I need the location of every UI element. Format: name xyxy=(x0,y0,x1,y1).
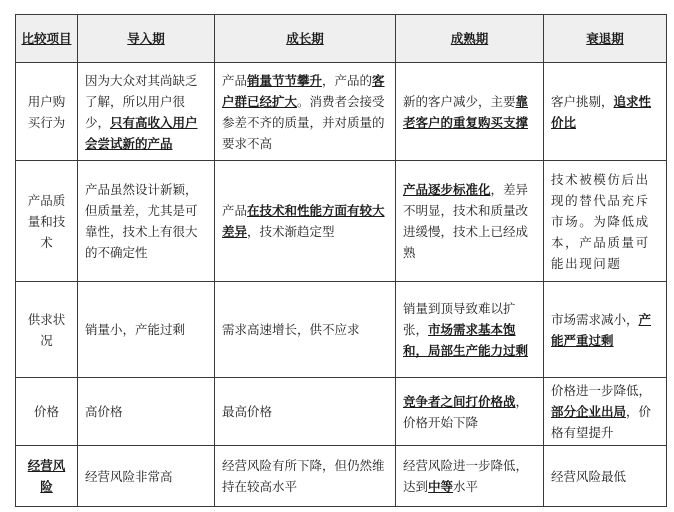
emphasis-text: 部分企业出局 xyxy=(551,404,627,419)
table-cell xyxy=(215,378,396,446)
header-decline: 衰退期 xyxy=(544,15,667,63)
row-label: 产品质量和技术 xyxy=(16,161,78,282)
header-maturity: 成熟期 xyxy=(396,15,544,63)
cell-text: ，产品的 xyxy=(322,72,373,88)
emphasis-text: 靠老客户的重复购买支撑 xyxy=(403,93,529,130)
table-cell xyxy=(544,63,667,161)
emphasis-text: 市场需求基本饱和，局部生产能力过剩 xyxy=(403,322,529,358)
table-cell xyxy=(396,161,544,282)
cell-text: 价格进一步降低， xyxy=(551,383,652,398)
cell-text: ，差异不明显，技术和质量改进缓慢，技术上已经成熟 xyxy=(403,182,529,260)
table-cell xyxy=(544,161,667,282)
cell-text: ，价格有望提升 xyxy=(551,404,652,440)
table-cell xyxy=(215,446,396,507)
cell-text: 需求高速增长，供不应求 xyxy=(222,322,360,337)
cell-text: 水平 xyxy=(453,479,479,494)
table-cell xyxy=(544,282,667,378)
cell-text: 。消费者会接受参差不齐的质量，并对质量的要求不高 xyxy=(222,93,385,151)
cell-text: 产品 xyxy=(222,203,248,218)
cell-text: 客户挑剔， xyxy=(551,93,614,109)
table-row xyxy=(16,378,667,446)
cell-text: 产品 xyxy=(222,72,248,88)
emphasis-text: 竞争者之间打价格战 xyxy=(403,393,516,409)
cell-text: 最高价格 xyxy=(222,404,273,419)
table-cell xyxy=(78,446,215,507)
table-cell xyxy=(78,378,215,446)
cell-text: 技术被模仿后出现的替代品充斥市场。为降低成本，产品质量可能出现问题 xyxy=(551,171,650,271)
cell-text: 因为大众对其尚缺乏了解，所以用户很少， xyxy=(85,72,198,130)
lifecycle-comparison-table xyxy=(15,14,667,507)
emphasis-text: 销量节节攀升 xyxy=(247,72,323,88)
table-row xyxy=(16,282,667,378)
cell-text: 高价格 xyxy=(85,404,123,419)
table-cell xyxy=(215,282,396,378)
table-cell xyxy=(78,282,215,378)
emphasis-text: 中等 xyxy=(428,479,454,494)
table-cell xyxy=(78,161,215,282)
row-label: 用户购买行为 xyxy=(16,63,78,161)
header-introduction: 导入期 xyxy=(78,15,215,63)
emphasis-text: 只有高收入用户会尝试新的产品 xyxy=(85,114,198,151)
cell-text: 市场需求减小， xyxy=(551,311,639,327)
cell-text: ，技术渐趋定型 xyxy=(247,224,335,239)
row-label: 价格 xyxy=(16,378,78,446)
table-cell xyxy=(396,63,544,161)
table-cell xyxy=(396,446,544,507)
cell-text: 经营风险有所下降，但仍然维持在较高水平 xyxy=(222,458,385,494)
emphasis-text: 产品逐步标准化 xyxy=(403,182,491,197)
row-label: 供求状况 xyxy=(16,282,78,378)
table-cell xyxy=(396,378,544,446)
table-cell xyxy=(544,446,667,507)
emphasis-text: 客户群已经扩大 xyxy=(222,72,385,109)
emphasis-text: 追求性价比 xyxy=(551,93,652,130)
cell-text: 经营风险最低 xyxy=(551,468,627,484)
cell-text: 销量到顶导致难以扩张， xyxy=(403,301,516,337)
cell-text: 新的客户减少，主要 xyxy=(403,93,516,109)
cell-text: 经营风险非常高 xyxy=(85,468,173,484)
table-cell xyxy=(215,161,396,282)
cell-text: 产品虽然设计新颖，但质量差，尤其是可靠性，技术上有很大的不确定性 xyxy=(85,182,198,260)
table-cell xyxy=(78,63,215,161)
header-row xyxy=(16,15,667,63)
table-row xyxy=(16,446,667,507)
emphasis-text: 产能严重过剩 xyxy=(551,311,652,348)
cell-text: 经营风险进一步降低，达到 xyxy=(403,458,529,494)
table-cell xyxy=(544,378,667,446)
emphasis-text: 在技术和性能方面有较大差异 xyxy=(222,203,385,239)
header-growth: 成长期 xyxy=(215,15,396,63)
table-row xyxy=(16,63,667,161)
row-label: 经营风险 xyxy=(16,446,78,507)
table-cell xyxy=(215,63,396,161)
header-compare-item: 比较项目 xyxy=(16,15,78,63)
table-cell xyxy=(396,282,544,378)
cell-text: 销量小，产能过剩 xyxy=(85,322,186,337)
table-row xyxy=(16,161,667,282)
cell-text: ，价格开始下降 xyxy=(403,393,529,430)
